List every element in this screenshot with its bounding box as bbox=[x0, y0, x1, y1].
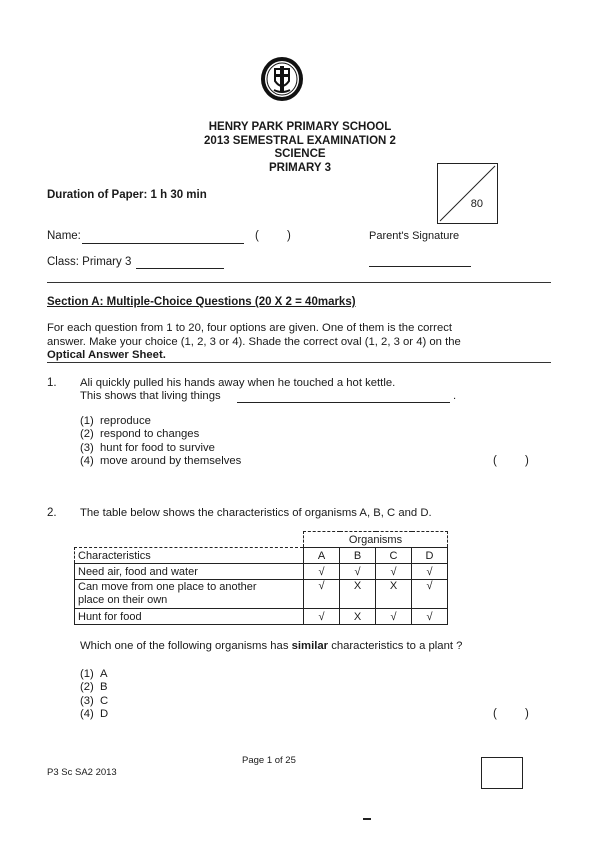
name-field[interactable] bbox=[82, 243, 244, 244]
table-cell: Hunt for food bbox=[75, 609, 304, 625]
exam-title: 2013 SEMESTRAL EXAMINATION 2 bbox=[204, 134, 396, 147]
level-title: PRIMARY 3 bbox=[269, 161, 331, 174]
question-number: 1. bbox=[47, 377, 57, 389]
table-cell: √ bbox=[412, 564, 448, 580]
name-label: Name: bbox=[47, 230, 81, 242]
table-row bbox=[75, 564, 448, 580]
q2-options bbox=[80, 668, 108, 722]
table-group-header: Organisms bbox=[304, 532, 448, 548]
total-marks: 80 bbox=[470, 198, 483, 210]
duration-text: Duration of Paper: 1 h 30 min bbox=[47, 189, 207, 201]
option: (4) D bbox=[80, 708, 109, 721]
divider bbox=[47, 282, 551, 283]
organisms-table bbox=[74, 531, 448, 625]
page-number: Page 1 of 25 bbox=[242, 755, 296, 766]
scan-mark bbox=[363, 818, 371, 820]
answer-paren-close: ) bbox=[525, 455, 529, 467]
table-cell: √ bbox=[412, 580, 448, 609]
option: (1) A bbox=[80, 668, 108, 680]
school-name: HENRY PARK PRIMARY SCHOOL bbox=[208, 121, 392, 133]
table-header-cell: C bbox=[376, 548, 412, 564]
option: (2) respond to changes bbox=[80, 428, 200, 441]
option: (2) B bbox=[80, 681, 108, 694]
table-header-cell: Characteristics bbox=[75, 548, 304, 564]
question-text: Ali quickly pulled his hands away when he touched a hot kettle. bbox=[80, 377, 396, 389]
table-cell: Need air, food and water bbox=[75, 564, 304, 580]
class-field[interactable] bbox=[136, 268, 224, 269]
class-label: Class: Primary 3 bbox=[47, 256, 132, 268]
instruction-line: For each question from 1 to 20, four options are given. One of them is the correct bbox=[47, 322, 453, 334]
table-row bbox=[75, 580, 448, 609]
question-text: This shows that living things bbox=[80, 390, 221, 402]
table-cell: Can move from one place to another place on their own bbox=[75, 580, 304, 609]
option: (3) hunt for food to survive bbox=[80, 441, 215, 454]
question-text: Which one of the following organisms has similar characteristics to a plant ? bbox=[80, 640, 463, 652]
marks-box bbox=[437, 163, 498, 224]
table-cell: √ bbox=[340, 564, 376, 580]
table-cell: √ bbox=[304, 609, 340, 625]
table-cell: X bbox=[340, 580, 376, 609]
table-cell: √ bbox=[304, 580, 340, 609]
page-score-box bbox=[481, 757, 523, 789]
answer-paren-open: ( bbox=[493, 708, 497, 720]
exam-header bbox=[0, 121, 600, 175]
option: (4) move around by themselves bbox=[80, 455, 242, 468]
answer-paren-open: ( bbox=[493, 455, 497, 467]
paper-code: P3 Sc SA2 2013 bbox=[47, 767, 117, 778]
table-cell: √ bbox=[376, 564, 412, 580]
table-cell: √ bbox=[376, 609, 412, 625]
answer-blank bbox=[237, 402, 450, 403]
parent-signature-field[interactable] bbox=[369, 266, 471, 267]
table-row bbox=[75, 548, 448, 564]
register-paren-close: ) bbox=[287, 230, 291, 242]
question-number: 2. bbox=[47, 507, 57, 519]
table-header-cell: D bbox=[412, 548, 448, 564]
divider bbox=[47, 362, 551, 363]
diagonal-line bbox=[438, 164, 497, 223]
table-row bbox=[75, 609, 448, 625]
question-text: The table below shows the characteristics of organisms A, B, C and D. bbox=[80, 507, 432, 519]
instruction-line: answer. Make your choice (1, 2, 3 or 4). Shade the correct oval (1, 2, 3 or 4) on the bbox=[47, 335, 461, 348]
register-paren-open: ( bbox=[255, 230, 259, 242]
option: (1) reproduce bbox=[80, 415, 151, 427]
table-cell: √ bbox=[304, 564, 340, 580]
parent-signature-label: Parent's Signature bbox=[369, 230, 460, 242]
question-text: . bbox=[453, 390, 457, 402]
table-cell: X bbox=[340, 609, 376, 625]
section-a-title: Section A: Multiple-Choice Questions (20 X 2 = 40marks) bbox=[47, 296, 356, 308]
instruction-line: Optical Answer Sheet. bbox=[47, 349, 166, 362]
table-cell: √ bbox=[412, 609, 448, 625]
instructions bbox=[47, 322, 547, 363]
answer-paren-close: ) bbox=[525, 708, 529, 720]
table-header-cell: B bbox=[340, 548, 376, 564]
school-crest-logo bbox=[260, 56, 304, 102]
subject-title: SCIENCE bbox=[274, 148, 326, 160]
option: (3) C bbox=[80, 694, 109, 707]
table-cell: X bbox=[376, 580, 412, 609]
q1-options bbox=[80, 415, 241, 469]
table-header-cell: A bbox=[304, 548, 340, 564]
